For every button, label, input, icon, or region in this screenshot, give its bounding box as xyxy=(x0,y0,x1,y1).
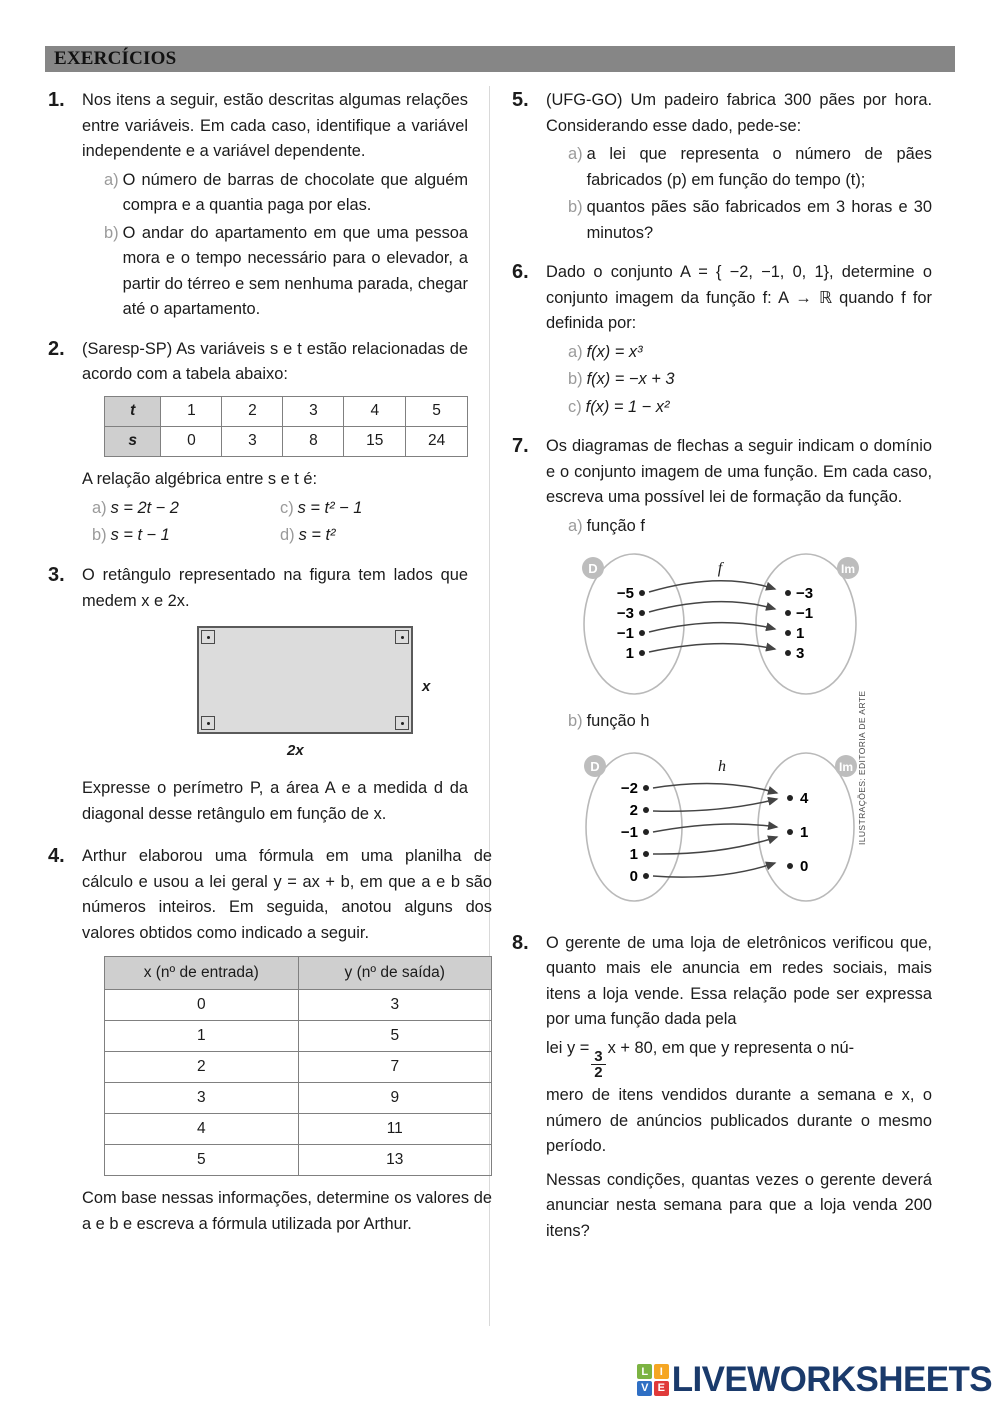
item-label: a) xyxy=(568,516,583,535)
image-dot xyxy=(787,795,793,801)
exercises-header-bar xyxy=(45,46,955,72)
rectangle-side-label: x xyxy=(422,678,431,695)
cell-x: 1 xyxy=(105,1021,299,1052)
exercise-3 xyxy=(48,563,468,830)
exercise-7-item-b xyxy=(568,709,932,735)
exercise-2-alternatives xyxy=(92,495,468,549)
domain-dot xyxy=(639,610,645,616)
diagram-a-caption: função f xyxy=(586,516,645,535)
cell-y: 11 xyxy=(298,1114,492,1145)
domain-dot xyxy=(639,630,645,636)
exercise-2-question: A relação algébrica entre s e t é: xyxy=(82,469,318,488)
row-header-t: t xyxy=(105,396,161,426)
exercise-8-law-line xyxy=(546,1036,932,1081)
exercise-6-number: 6. xyxy=(512,261,529,283)
alternative-text: s = t² xyxy=(298,526,336,544)
exercise-4 xyxy=(48,844,492,1240)
item-text: quantos pães são fabricados em 3 horas e 30 minutos? xyxy=(586,198,932,242)
cell-y: 5 xyxy=(298,1021,492,1052)
exercise-1 xyxy=(48,88,468,323)
exercise-3-intro: O retângulo representado na figura tem lados que medem x e 2x. xyxy=(82,566,468,610)
item-label: b) xyxy=(568,370,583,388)
right-angle-mark-icon xyxy=(395,630,409,644)
alternative-text: s = t² − 1 xyxy=(297,499,363,517)
cell-t-5: 5 xyxy=(406,396,468,426)
exercise-5-intro: (UFG-GO) Um padeiro fabrica 300 pães por hora. Considerando esse dado, pede-se: xyxy=(546,91,932,135)
exercise-8 xyxy=(512,931,932,1248)
table-row xyxy=(105,1052,492,1083)
cell-x: 3 xyxy=(105,1083,299,1114)
domain-dot xyxy=(639,590,645,596)
item-label: a) xyxy=(104,170,119,189)
exercise-2-number: 2. xyxy=(48,337,65,360)
cell-s-3: 8 xyxy=(283,426,344,456)
domain-dot xyxy=(643,807,649,813)
function-name-label: h xyxy=(718,757,726,775)
exercise-7 xyxy=(512,434,932,917)
domain-dot xyxy=(643,829,649,835)
image-dot xyxy=(785,590,791,596)
domain-value: −2 xyxy=(620,779,638,797)
table-row xyxy=(105,1083,492,1114)
illustration-credit: ILUSTRAÇÕES: EDITORIA DE ARTE xyxy=(857,690,867,845)
right-angle-mark-icon xyxy=(201,630,215,644)
cell-y: 13 xyxy=(298,1145,492,1176)
image-dot xyxy=(787,863,793,869)
domain-value: 1 xyxy=(625,645,634,662)
image-label: Im xyxy=(840,562,856,576)
exercise-6-item-b xyxy=(568,367,932,393)
cell-t-2: 2 xyxy=(222,396,283,426)
item-text: O número de barras de chocolate que alguém compra e a quantia paga por elas. xyxy=(122,170,468,214)
alternative-text: s = t − 1 xyxy=(110,526,170,544)
exercise-7-number: 7. xyxy=(512,435,529,457)
domain-value: −1 xyxy=(616,625,634,642)
alternative-label: b) xyxy=(92,526,107,544)
exercise-1-item-a xyxy=(104,168,468,219)
cell-s-1: 0 xyxy=(161,426,222,456)
exercise-1-number: 1. xyxy=(48,89,65,111)
cell-t-1: 1 xyxy=(161,396,222,426)
exercise-6 xyxy=(512,260,932,420)
exercise-5-item-a xyxy=(568,142,932,193)
image-label: Im xyxy=(838,759,854,774)
table-row-s xyxy=(105,426,468,456)
item-label: b) xyxy=(568,198,583,216)
right-angle-mark-icon xyxy=(201,716,215,730)
domain-dot xyxy=(643,851,649,857)
item-label: a) xyxy=(568,145,583,163)
exercise-4-intro: Arthur elaborou uma fórmula em uma planilha de cálculo e usou a lei geral y = ax + b, em que a e b são números inteiros. Em seguida, anotou alguns dos valores obtidos como indicado a seguir. xyxy=(82,847,492,942)
exercise-2-table xyxy=(104,396,468,457)
domain-dot xyxy=(639,650,645,656)
exercise-8-number: 8. xyxy=(512,931,529,954)
domain-dot xyxy=(643,873,649,879)
exercise-6-item-c xyxy=(568,395,932,421)
image-dot xyxy=(785,650,791,656)
cell-t-3: 3 xyxy=(283,396,344,426)
right-column xyxy=(512,88,932,1261)
cell-s-4: 15 xyxy=(344,426,406,456)
cell-t-4: 4 xyxy=(344,396,406,426)
column-header-x: x (nº de entrada) xyxy=(105,957,299,990)
mapping-arrow xyxy=(653,783,777,792)
item-label: a) xyxy=(568,342,583,361)
law-suffix: x + 80, em que y representa o nú- xyxy=(607,1038,855,1057)
item-text: a lei que representa o número de pães fabricados (p) em função do tempo (t); xyxy=(586,145,932,189)
domain-value: −5 xyxy=(616,585,634,602)
exercise-3-number: 3. xyxy=(48,564,65,586)
fraction-denominator: 2 xyxy=(591,1064,605,1080)
alternative-text: s = 2t − 2 xyxy=(110,499,179,517)
arrow-diagram-f-svg xyxy=(572,545,872,703)
image-value: 3 xyxy=(796,645,805,662)
image-dot xyxy=(787,829,793,835)
logo-tile-i: I xyxy=(654,1364,669,1379)
domain-value: −3 xyxy=(616,605,634,622)
alternative-b[interactable] xyxy=(92,522,280,549)
exercise-1-item-b xyxy=(104,221,468,323)
rectangle-shape xyxy=(197,626,413,734)
exercise-4-outro: Com base nessas informações, determine os valores de a e b e escreva a fórmula utilizada por Arthur. xyxy=(82,1189,492,1233)
table-header-row xyxy=(105,957,492,990)
alternative-a[interactable] xyxy=(92,495,280,522)
mapping-arrow xyxy=(649,581,775,592)
item-text: f(x) = 1 − x² xyxy=(585,397,670,416)
cell-y: 9 xyxy=(298,1083,492,1114)
exercise-7-intro: Os diagramas de flechas a seguir indicam o domínio e o conjunto imagem de uma função. Em cada caso, escreva uma possível lei de formação da função. xyxy=(546,437,932,506)
table-row xyxy=(105,1145,492,1176)
page-title: EXERCÍCIOS xyxy=(54,48,177,69)
exercise-4-table xyxy=(104,956,492,1176)
exercise-2 xyxy=(48,337,468,550)
rectangle-figure xyxy=(82,620,468,772)
table-row xyxy=(105,1021,492,1052)
arrow-diagram-h-svg xyxy=(572,741,872,911)
exercise-5-item-b xyxy=(568,195,932,246)
image-dot xyxy=(785,630,791,636)
image-value: 0 xyxy=(800,857,809,875)
liveworksheets-logo-icon xyxy=(637,1364,669,1396)
alternative-c[interactable] xyxy=(280,495,468,522)
item-text: f(x) = x³ xyxy=(586,342,643,361)
exercise-8-intro-part1: O gerente de uma loja de eletrônicos verificou que, quanto mais ele anuncia em redes sociais, mais itens a loja vende. Essa relação pode ser expressa por uma função dada pela xyxy=(546,933,932,1028)
arrow-diagram-h xyxy=(572,741,932,911)
exercise-8-outro: Nessas condições, quantas vezes o gerente deverá anunciar nesta semana para que a loja venda 200 itens? xyxy=(546,1170,932,1240)
cell-y: 7 xyxy=(298,1052,492,1083)
exercise-5 xyxy=(512,88,932,246)
exercise-1-intro: Nos itens a seguir, estão descritas algumas relações entre variáveis. Em cada caso, identifique a variável independente e a variável dependente. xyxy=(82,91,468,160)
domain-value: 0 xyxy=(629,867,638,885)
exercise-2-intro: (Saresp-SP) As variáveis s e t estão relacionadas de acordo com a tabela abaixo: xyxy=(82,339,468,383)
table-row xyxy=(105,990,492,1021)
domain-value: −1 xyxy=(620,823,638,841)
arrow-diagram-f xyxy=(572,545,932,703)
cell-x: 5 xyxy=(105,1145,299,1176)
exercise-3-outro: Expresse o perímetro P, a área A e a medida d da diagonal desse retângulo em função de x. xyxy=(82,779,468,823)
cell-y: 3 xyxy=(298,990,492,1021)
cell-x: 4 xyxy=(105,1114,299,1145)
item-label: c) xyxy=(568,397,582,416)
item-label: b) xyxy=(104,223,119,242)
alternative-label: d) xyxy=(280,526,295,544)
image-dot xyxy=(785,610,791,616)
diagram-b-caption: função h xyxy=(586,712,650,730)
cell-s-5: 24 xyxy=(406,426,468,456)
column-header-y: y (nº de saída) xyxy=(298,957,492,990)
table-row xyxy=(105,1114,492,1145)
cell-x: 0 xyxy=(105,990,299,1021)
exercise-8-intro-part2: mero de itens vendidos durante a semana e x, o número de anúncios publicados durante o mesmo período. xyxy=(546,1086,932,1156)
law-prefix: lei y = xyxy=(546,1038,590,1057)
table-row-t xyxy=(105,396,468,426)
rectangle-base-label: 2x xyxy=(287,742,304,759)
liveworksheets-wordmark: LIVEWORKSHEETS xyxy=(671,1360,992,1399)
item-label: b) xyxy=(568,712,583,730)
cell-x: 2 xyxy=(105,1052,299,1083)
image-value: −1 xyxy=(796,605,814,622)
logo-tile-l: L xyxy=(637,1364,652,1379)
alternative-label: c) xyxy=(280,499,294,517)
item-text: f(x) = −x + 3 xyxy=(586,370,675,388)
logo-tile-e: E xyxy=(654,1381,669,1396)
alternative-label: a) xyxy=(92,499,107,517)
item-text: O andar do apartamento em que uma pessoa mora e o tempo necessário para o elevador, a partir do térreo e sem nenhuma parada, chegar até o apartamento. xyxy=(122,223,468,318)
domain-value: 1 xyxy=(629,845,638,863)
fraction-numerator: 3 xyxy=(594,1047,603,1065)
row-header-s: s xyxy=(105,426,161,456)
exercise-5-number: 5. xyxy=(512,89,529,111)
function-name-label: f xyxy=(717,560,723,577)
right-angle-mark-icon xyxy=(395,716,409,730)
mapping-arrow xyxy=(649,644,775,652)
exercise-6-item-a xyxy=(568,340,932,366)
domain-value: 2 xyxy=(629,801,638,819)
fraction-three-halves xyxy=(591,1049,605,1081)
image-value: −3 xyxy=(796,585,814,602)
domain-label: D xyxy=(588,561,598,576)
domain-label: D xyxy=(590,758,600,774)
mapping-arrow xyxy=(653,799,777,811)
alternative-d[interactable] xyxy=(280,522,468,549)
exercise-7-item-a xyxy=(568,514,932,540)
exercise-4-number: 4. xyxy=(48,845,65,867)
image-value: 4 xyxy=(800,789,809,807)
image-value: 1 xyxy=(796,625,805,642)
image-value: 1 xyxy=(800,823,809,841)
exercise-6-intro: Dado o conjunto A = { −2, −1, 0, 1}, determine o conjunto imagem da função f: A → ℝ quando f for definida por: xyxy=(546,263,932,332)
footer-branding xyxy=(0,1360,1000,1400)
left-column xyxy=(48,88,492,1254)
logo-tile-v: V xyxy=(637,1381,652,1396)
domain-dot xyxy=(643,785,649,791)
cell-s-2: 3 xyxy=(222,426,283,456)
